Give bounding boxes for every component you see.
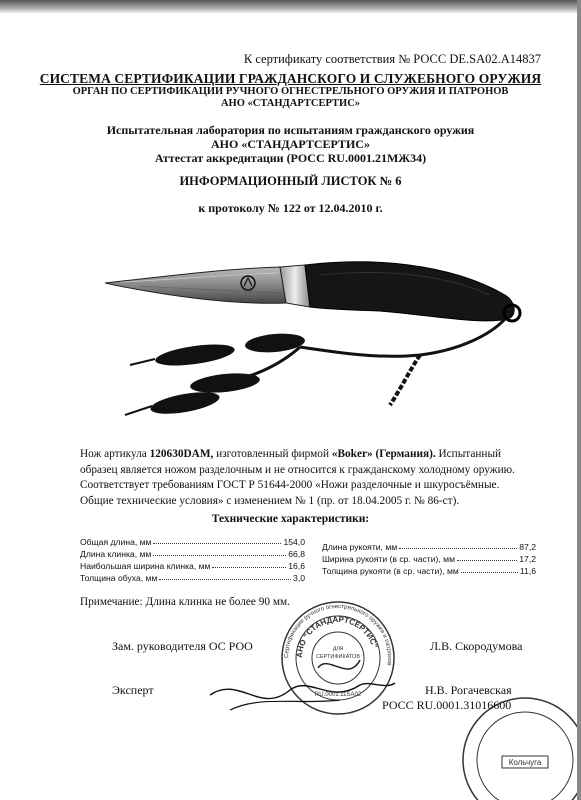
lanyard-bead-icon xyxy=(154,341,236,370)
svg-text:АНО "СТАНДАРТСЕРТИС": АНО "СТАНДАРТСЕРТИС" xyxy=(294,614,380,659)
spec-blade-length: Длина клинка, мм 66,8 xyxy=(80,549,305,559)
spec-handle-length: Длина рукояти, мм 87,2 xyxy=(322,542,536,552)
knife-blade xyxy=(105,267,286,303)
protocol-reference: к протоколу № 122 от 12.04.2010 г. xyxy=(198,201,383,215)
note: Примечание: Длина клинка не более 90 мм. xyxy=(80,596,291,608)
deputy-name: Л.В. Скородумова xyxy=(430,639,523,653)
description-paragraph: Нож артикула 120630DAM, изготовленный фирмой «Boker» (Германия). Испытанный образец является ножом разделочным и не относится к гражданскому холодному оружию. Соответствует требованиям ГОСТ Р 51644-2000 «Ножи разделочные и шкуросъёмные. Общие технические условия» с изменением № 1 (пр. от 18.04.2005 г. № 86-ст). xyxy=(80,448,515,507)
certification-body-org: АНО «СТАНДАРТСЕРТИС» xyxy=(220,98,361,109)
expert-registration: РОСС RU.0001.31016600 xyxy=(382,698,512,712)
spec-blade-width: Наибольшая ширина клинка, мм 16,6 xyxy=(80,561,305,571)
info-sheet-title: ИНФОРМАЦИОННЫЙ ЛИСТОК № 6 xyxy=(179,174,402,188)
spec-spine-thickness: Толщина обуха, мм 3,0 xyxy=(80,573,305,583)
expert-name: Н.В. Рогачевская xyxy=(425,683,512,697)
spec-total-length: Общая длина, мм 154,0 xyxy=(80,537,305,547)
deputy-title: Зам. руководителя ОС РОО xyxy=(112,639,253,653)
expert-title: Эксперт xyxy=(112,683,154,697)
expert-signature xyxy=(200,655,400,725)
svg-text:RU.0001.11SA02: RU.0001.11SA02 xyxy=(314,692,362,698)
lab-name: Испытательная лаборатория по испытаниям гражданского оружия xyxy=(106,123,475,137)
svg-text:Сертификации ручного огнестрел: Сертификации ручного огнестрельного оружия и патронов xyxy=(283,603,393,666)
spec-handle-width: Ширина рукояти (в ср. части), мм 17,2 xyxy=(322,554,536,564)
scan-edge-right xyxy=(577,0,581,800)
svg-text:для: для xyxy=(332,646,344,652)
system-title: СИСТЕМА СЕРТИФИКАЦИИ ГРАЖДАНСКОГО И СЛУЖЕБНОГО ОРУЖИЯ xyxy=(39,71,542,86)
certification-body: ОРГАН ПО СЕРТИФИКАЦИИ РУЧНОГО ОГНЕСТРЕЛЬНОГО ОРУЖИЯ И ПАТРОНОВ xyxy=(72,86,509,97)
lab-org: АНО «СТАНДАРТСЕРТИС» xyxy=(211,137,370,151)
svg-text:СЕРТИФИКАТОВ: СЕРТИФИКАТОВ xyxy=(315,654,361,660)
knife-photo xyxy=(100,255,540,430)
lab-accreditation: Аттестат аккредитации (РОСС RU.0001.21МЖ34) xyxy=(154,151,427,165)
spec-handle-thickness: Толщина рукояти (в ср. части), мм 11,6 xyxy=(322,566,536,576)
knife-handle xyxy=(305,262,514,321)
certificate-reference: К сертификату соответствия № РОСС DE.SA02.A14837 xyxy=(243,52,541,66)
specs-title: Технические характеристики: xyxy=(211,513,370,525)
scan-edge-top xyxy=(0,0,581,13)
svg-text:Кольчуга: Кольчуга xyxy=(508,758,542,767)
